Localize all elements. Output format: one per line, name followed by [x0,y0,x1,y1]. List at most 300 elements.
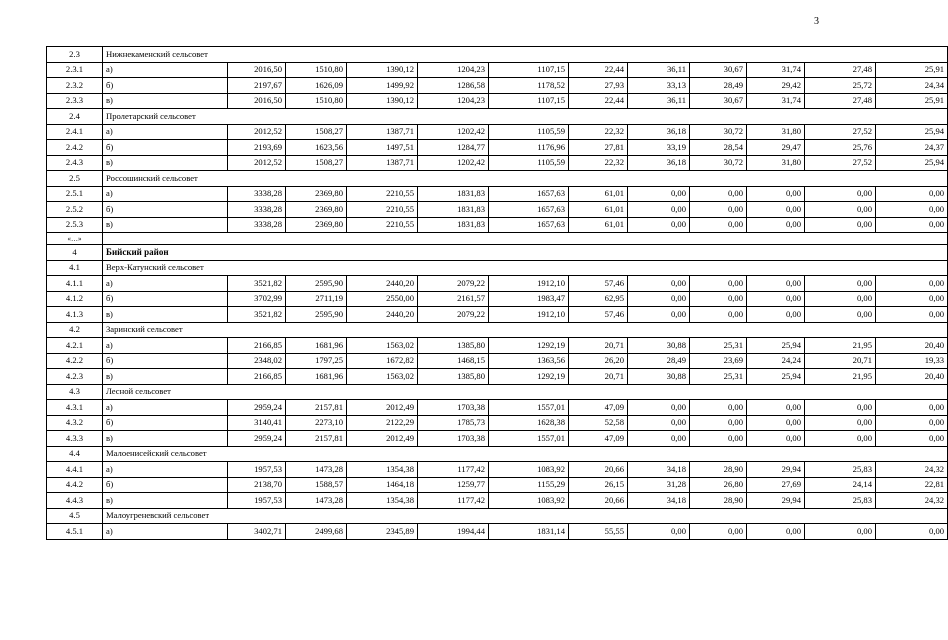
value-cell: 2166,85 [228,338,286,354]
value-cell: 1259,77 [418,477,489,493]
value-cell: 0,00 [805,291,876,307]
value-cell: 2711,19 [286,291,347,307]
value-cell: 1387,71 [347,124,418,140]
value-cell: 24,37 [876,140,948,156]
value-cell: 25,94 [747,369,805,385]
table-row [47,338,948,354]
value-cell: 20,66 [569,462,628,478]
value-cell: 24,32 [876,493,948,509]
value-cell: 61,01 [569,217,628,233]
row-code: 4.1.2 [47,291,103,307]
row-code: 4.2.2 [47,353,103,369]
value-cell: 0,00 [628,276,690,292]
row-code: 2.4 [47,109,103,125]
row-code: 2.3.2 [47,78,103,94]
value-cell: 0,00 [690,400,747,416]
value-cell: 33,13 [628,78,690,94]
value-cell: 2595,90 [286,276,347,292]
row-code: 4.2.1 [47,338,103,354]
value-cell: 1831,83 [418,186,489,202]
value-cell: 61,01 [569,186,628,202]
value-cell: 0,00 [628,217,690,233]
value-cell: 47,09 [569,431,628,447]
row-variant-label: а) [103,62,228,78]
value-cell: 29,94 [747,493,805,509]
value-cell: 24,32 [876,462,948,478]
value-cell: 0,00 [690,186,747,202]
table-row [47,353,948,369]
value-cell: 31,74 [747,62,805,78]
section-row [47,446,948,462]
row-code: 4.2.3 [47,369,103,385]
row-variant-label: в) [103,369,228,385]
value-cell: 29,42 [747,78,805,94]
value-cell: 2012,52 [228,124,286,140]
value-cell: 0,00 [690,276,747,292]
value-cell: 1178,52 [489,78,569,94]
value-cell: 28,90 [690,493,747,509]
value-cell: 1204,23 [418,62,489,78]
value-cell: 2012,49 [347,400,418,416]
value-cell: 0,00 [747,307,805,323]
value-cell: 24,34 [876,78,948,94]
table-row [47,462,948,478]
value-cell: 21,95 [805,338,876,354]
section-row [47,260,948,276]
value-cell: 1508,27 [286,124,347,140]
row-variant-label: б) [103,477,228,493]
value-cell: 1623,56 [286,140,347,156]
value-cell: 1957,53 [228,493,286,509]
value-cell: 27,69 [747,477,805,493]
value-cell: 22,44 [569,93,628,109]
value-cell: 0,00 [876,202,948,218]
value-cell: 1497,51 [347,140,418,156]
tariff-table [46,46,948,540]
value-cell: 27,81 [569,140,628,156]
value-cell: 1390,12 [347,62,418,78]
value-cell: 0,00 [805,400,876,416]
value-cell: 1354,38 [347,462,418,478]
section-title: Нижнекаменский сельсовет [103,47,948,63]
value-cell: 2012,49 [347,431,418,447]
value-cell: 26,20 [569,353,628,369]
value-cell: 1657,63 [489,186,569,202]
value-cell: 0,00 [876,431,948,447]
value-cell: 0,00 [747,217,805,233]
value-cell: 1083,92 [489,493,569,509]
row-variant-label: в) [103,493,228,509]
value-cell: 1385,80 [418,338,489,354]
value-cell: 0,00 [876,524,948,540]
row-variant-label: б) [103,140,228,156]
value-cell: 0,00 [747,415,805,431]
value-cell: 3521,82 [228,276,286,292]
table-row [47,140,948,156]
value-cell: 29,47 [747,140,805,156]
value-cell: 1785,73 [418,415,489,431]
value-cell: 0,00 [805,217,876,233]
value-cell: 1105,59 [489,124,569,140]
row-code: 4.4 [47,446,103,462]
value-cell: 1083,92 [489,462,569,478]
value-cell: 1797,25 [286,353,347,369]
row-code: 2.4.3 [47,155,103,171]
value-cell: 1628,38 [489,415,569,431]
value-cell: 25,83 [805,462,876,478]
section-title: Заринский сельсовет [103,322,948,338]
value-cell: 24,24 [747,353,805,369]
value-cell: 0,00 [747,291,805,307]
value-cell: 1703,38 [418,400,489,416]
value-cell: 2210,55 [347,202,418,218]
value-cell: 1831,14 [489,524,569,540]
table-row [47,493,948,509]
section-row [47,384,948,400]
value-cell: 57,46 [569,276,628,292]
table-row [47,186,948,202]
table-row [47,291,948,307]
value-cell: 30,72 [690,124,747,140]
value-cell: 25,94 [876,155,948,171]
value-cell: 1107,15 [489,62,569,78]
value-cell: 27,48 [805,93,876,109]
value-cell: 1672,82 [347,353,418,369]
value-cell: 2138,70 [228,477,286,493]
row-code: 4.1.3 [47,307,103,323]
row-code: 2.5.3 [47,217,103,233]
value-cell: 26,15 [569,477,628,493]
value-cell: 2345,89 [347,524,418,540]
value-cell: 20,40 [876,338,948,354]
value-cell: 2197,67 [228,78,286,94]
row-variant-label: а) [103,124,228,140]
table-row [47,369,948,385]
row-code: 4.3.1 [47,400,103,416]
value-cell: 1912,10 [489,276,569,292]
row-variant-label: а) [103,462,228,478]
row-variant-label: б) [103,78,228,94]
row-code: 4 [47,245,103,261]
row-code: 4.5 [47,508,103,524]
value-cell: 2273,10 [286,415,347,431]
value-cell: 31,28 [628,477,690,493]
value-cell: 3338,28 [228,186,286,202]
section-row [47,508,948,524]
value-cell: 0,00 [876,307,948,323]
table-row [47,217,948,233]
row-variant-label: а) [103,524,228,540]
value-cell: 1176,96 [489,140,569,156]
value-cell: 1831,83 [418,217,489,233]
value-cell: 28,54 [690,140,747,156]
value-cell: 0,00 [747,186,805,202]
row-code: 2.4.2 [47,140,103,156]
section-title: Малоугреневский сельсовет [103,508,948,524]
value-cell: 27,48 [805,62,876,78]
value-cell: 2122,29 [347,415,418,431]
value-cell: 1387,71 [347,155,418,171]
value-cell: 0,00 [805,415,876,431]
section-row [47,171,948,187]
page-number: 3 [814,16,819,27]
value-cell: 3140,41 [228,415,286,431]
value-cell: 2369,80 [286,186,347,202]
value-cell: 0,00 [690,291,747,307]
value-cell: 30,72 [690,155,747,171]
row-variant-label: б) [103,291,228,307]
value-cell: 1831,83 [418,202,489,218]
value-cell: 0,00 [747,202,805,218]
value-cell: 25,83 [805,493,876,509]
value-cell: 20,71 [569,369,628,385]
table-row [47,202,948,218]
row-code: 4.2 [47,322,103,338]
row-variant-label: в) [103,93,228,109]
value-cell: 25,94 [876,124,948,140]
value-cell: 2016,50 [228,93,286,109]
value-cell: 3702,99 [228,291,286,307]
table-row [47,524,948,540]
value-cell: 19,33 [876,353,948,369]
table-row [47,78,948,94]
row-code: 4.4.3 [47,493,103,509]
value-cell: 30,67 [690,62,747,78]
value-cell: 1204,23 [418,93,489,109]
value-cell: 25,91 [876,62,948,78]
row-variant-label: в) [103,217,228,233]
value-cell: 0,00 [690,415,747,431]
value-cell: 28,90 [690,462,747,478]
value-cell: 0,00 [690,524,747,540]
value-cell: 21,95 [805,369,876,385]
value-cell: 1510,80 [286,62,347,78]
value-cell: 2079,22 [418,307,489,323]
value-cell: 2210,55 [347,186,418,202]
row-code: 4.3 [47,384,103,400]
value-cell: 1957,53 [228,462,286,478]
value-cell: 1177,42 [418,493,489,509]
value-cell: 33,19 [628,140,690,156]
value-cell: 0,00 [690,217,747,233]
value-cell: 1626,09 [286,78,347,94]
table-row [47,415,948,431]
value-cell: 1464,18 [347,477,418,493]
value-cell: 0,00 [747,524,805,540]
row-code: 2.5.1 [47,186,103,202]
row-variant-label: а) [103,276,228,292]
value-cell: 1681,96 [286,369,347,385]
row-code: 2.4.1 [47,124,103,140]
value-cell: 2595,90 [286,307,347,323]
row-variant-label: в) [103,431,228,447]
table-row [47,62,948,78]
value-cell: 1912,10 [489,307,569,323]
value-cell: 24,14 [805,477,876,493]
value-cell: 2959,24 [228,431,286,447]
value-cell: 36,11 [628,93,690,109]
value-cell: 0,00 [747,431,805,447]
value-cell: 2369,80 [286,217,347,233]
value-cell: 1390,12 [347,93,418,109]
section-title [103,233,948,245]
table-row [47,431,948,447]
value-cell: 0,00 [628,307,690,323]
value-cell: 1588,57 [286,477,347,493]
value-cell: 0,00 [876,291,948,307]
value-cell: 2012,52 [228,155,286,171]
row-code: 2.3.3 [47,93,103,109]
value-cell: 27,93 [569,78,628,94]
value-cell: 1508,27 [286,155,347,171]
value-cell: 1292,19 [489,369,569,385]
table-row [47,307,948,323]
value-cell: 1155,29 [489,477,569,493]
section-title: Россошинский сельсовет [103,171,948,187]
row-code: 2.3.1 [47,62,103,78]
row-code: 4.5.1 [47,524,103,540]
value-cell: 34,18 [628,462,690,478]
value-cell: 31,74 [747,93,805,109]
value-cell: 0,00 [805,276,876,292]
value-cell: 30,88 [628,338,690,354]
value-cell: 0,00 [628,400,690,416]
value-cell: 1681,96 [286,338,347,354]
value-cell: 1363,56 [489,353,569,369]
value-cell: 20,71 [569,338,628,354]
value-cell: 1994,44 [418,524,489,540]
district-title: Бийский район [103,245,948,261]
value-cell: 30,88 [628,369,690,385]
value-cell: 0,00 [805,186,876,202]
value-cell: 0,00 [628,186,690,202]
value-cell: 1292,19 [489,338,569,354]
table-row [47,93,948,109]
value-cell: 1177,42 [418,462,489,478]
value-cell: 1563,02 [347,338,418,354]
value-cell: 2166,85 [228,369,286,385]
value-cell: 29,94 [747,462,805,478]
value-cell: 1107,15 [489,93,569,109]
value-cell: 0,00 [690,307,747,323]
row-code: 2.5 [47,171,103,187]
value-cell: 1473,28 [286,493,347,509]
value-cell: 2193,69 [228,140,286,156]
value-cell: 3338,28 [228,217,286,233]
value-cell: 27,52 [805,155,876,171]
row-code: 2.5.2 [47,202,103,218]
value-cell: 47,09 [569,400,628,416]
row-variant-label: а) [103,338,228,354]
value-cell: 20,66 [569,493,628,509]
value-cell: 62,95 [569,291,628,307]
value-cell: 30,67 [690,93,747,109]
value-cell: 61,01 [569,202,628,218]
value-cell: 36,18 [628,124,690,140]
value-cell: 0,00 [747,400,805,416]
value-cell: 1354,38 [347,493,418,509]
ellipsis-row [47,233,948,245]
value-cell: 36,11 [628,62,690,78]
value-cell: 0,00 [876,276,948,292]
value-cell: 0,00 [747,276,805,292]
value-cell: 1657,63 [489,202,569,218]
value-cell: 0,00 [690,431,747,447]
table-row [47,477,948,493]
value-cell: 20,40 [876,369,948,385]
value-cell: 1499,92 [347,78,418,94]
row-code: 2.3 [47,47,103,63]
value-cell: 2440,20 [347,276,418,292]
value-cell: 1284,77 [418,140,489,156]
value-cell: 23,69 [690,353,747,369]
section-title: Верх-Катунский сельсовет [103,260,948,276]
value-cell: 0,00 [876,217,948,233]
row-code: 4.1.1 [47,276,103,292]
value-cell: 2210,55 [347,217,418,233]
value-cell: 25,94 [747,338,805,354]
value-cell: 26,80 [690,477,747,493]
value-cell: 1202,42 [418,155,489,171]
value-cell: 28,49 [628,353,690,369]
value-cell: 31,80 [747,124,805,140]
value-cell: 0,00 [876,186,948,202]
value-cell: 25,72 [805,78,876,94]
value-cell: 2499,68 [286,524,347,540]
value-cell: 2016,50 [228,62,286,78]
value-cell: 0,00 [690,202,747,218]
value-cell: 25,76 [805,140,876,156]
value-cell: 34,18 [628,493,690,509]
row-variant-label: в) [103,155,228,171]
value-cell: 0,00 [628,415,690,431]
row-code: 4.3.2 [47,415,103,431]
district-row [47,245,948,261]
value-cell: 2157,81 [286,431,347,447]
value-cell: 1385,80 [418,369,489,385]
row-variant-label: а) [103,186,228,202]
value-cell: 0,00 [805,524,876,540]
value-cell: 2157,81 [286,400,347,416]
value-cell: 0,00 [805,431,876,447]
row-variant-label: а) [103,400,228,416]
value-cell: 1563,02 [347,369,418,385]
row-code: 4.3.3 [47,431,103,447]
value-cell: 31,80 [747,155,805,171]
value-cell: 36,18 [628,155,690,171]
value-cell: 0,00 [876,415,948,431]
table-row [47,400,948,416]
value-cell: 1473,28 [286,462,347,478]
row-variant-label: б) [103,202,228,218]
table-row [47,124,948,140]
value-cell: 57,46 [569,307,628,323]
value-cell: 0,00 [628,524,690,540]
value-cell: 2161,57 [418,291,489,307]
value-cell: 25,31 [690,369,747,385]
value-cell: 2079,22 [418,276,489,292]
section-row [47,47,948,63]
value-cell: 2959,24 [228,400,286,416]
value-cell: 3521,82 [228,307,286,323]
section-row [47,322,948,338]
table-row [47,276,948,292]
row-variant-label: в) [103,307,228,323]
row-code: 4.4.1 [47,462,103,478]
value-cell: 1657,63 [489,217,569,233]
row-code: «…» [47,233,103,245]
value-cell: 3338,28 [228,202,286,218]
